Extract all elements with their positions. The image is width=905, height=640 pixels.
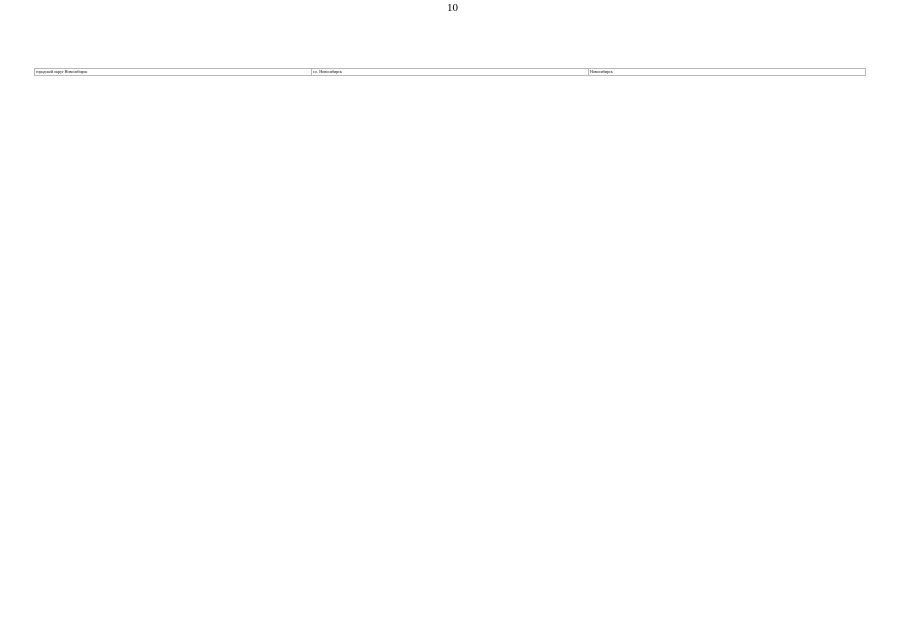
district-cell: городской округ Новосибирск (35, 69, 312, 76)
table-row (35, 69, 866, 76)
city-cell: Новосибирск (589, 69, 866, 76)
table-body (35, 69, 866, 76)
page-number: 10 (447, 2, 458, 14)
municipality-cell: г.о. Новосибирск (312, 69, 589, 76)
repair-register-table (34, 68, 866, 76)
